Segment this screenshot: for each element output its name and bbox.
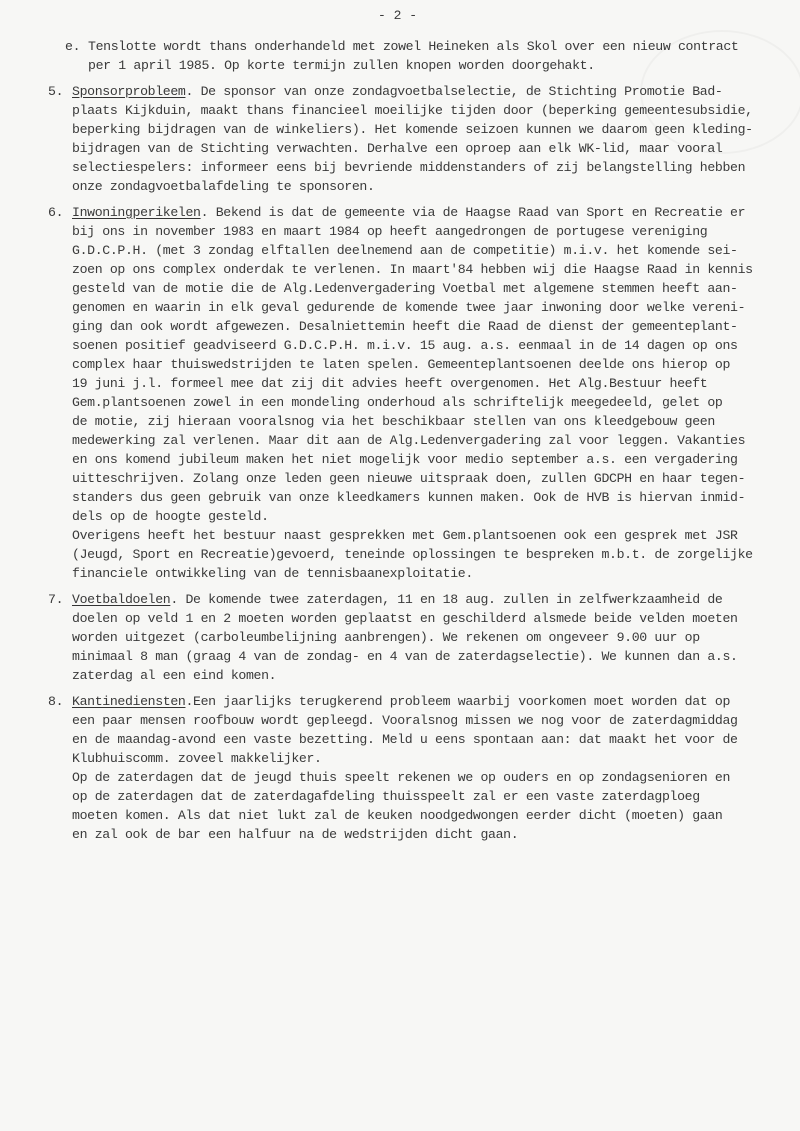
item-e-line: Tenslotte wordt thans onderhandeld met zowel Heineken als Skol over een nieuw contract (88, 39, 739, 54)
item-6-line: de motie, zij hieraan vooralsnog via het beschikbaar stellen van ons kleedgebouw geen (72, 414, 715, 429)
item-8-heading: Kantinediensten (72, 694, 186, 709)
item-8-line: Klubhuiscomm. zoveel makkelijker. (72, 751, 322, 766)
item-5-line: onze zondagvoetbalafdeling te sponsoren. (72, 179, 375, 194)
item-5-line: selectiespelers: informeer eens bij bevriende middenstanders of zij belangstelling hebben (72, 160, 746, 175)
item-8-line: en zal ook de bar een halfuur na de wedstrijden dicht gaan. (72, 827, 519, 842)
item-5-line: bijdragen van de Stichting verwachten. Derhalve een oproep aan elk WK-lid, maar vooral (72, 141, 723, 156)
item-e-marker: e. (65, 39, 81, 54)
item-6-line: ging dan ook wordt afgewezen. Desalniettemin heeft die Raad de dienst der gemeenteplant- (72, 319, 738, 334)
item-6-line: (Jeugd, Sport en Recreatie)gevoerd, teneinde oplossingen te bespreken m.b.t. de zorgelijke (72, 547, 753, 562)
item-7-line: doelen op veld 1 en 2 moeten worden geplaatst en geschilderd alsmede beide velden moeten (72, 611, 738, 626)
item-8-line: op de zaterdagen dat de zaterdagafdeling thuisspeelt zal er een vaste zaterdagploeg (72, 789, 700, 804)
item-6-line: financiele ontwikkeling van de tennisbaanexploitatie. (72, 566, 473, 581)
item-7-line: zaterdag al een eind komen. (72, 668, 277, 683)
item-8-first-line: Kantinediensten.Een jaarlijks terugkerend probleem waarbij voorkomen moet worden dat op (72, 694, 731, 709)
item-7-first-line: Voetbaldoelen. De komende twee zaterdagen, 11 en 18 aug. zullen in zelfwerkzaamheid de (72, 592, 723, 607)
item-6-line: 19 juni j.l. formeel mee dat zij dit advies heeft overgenomen. Het Alg.Bestuur heeft (72, 376, 708, 391)
item-6-first-line: Inwoningperikelen. Bekend is dat de gemeente via de Haagse Raad van Sport en Recreatie er (72, 205, 746, 220)
item-7-line: minimaal 8 man (graag 4 van de zondag- en 4 van de zaterdagselectie). We kunnen dan a.s. (72, 649, 738, 664)
item-6-line: genomen en waarin in elk geval gedurende de komende twee jaar inwoning door welke vereni- (72, 300, 746, 315)
item-6-line: zoen op ons complex onderdak te verlenen. In maart'84 hebben wij die Haagse Raad in kennis (72, 262, 753, 277)
item-6-line: bij ons in november 1983 en maart 1984 op heeft aangedrongen de portugese vereniging (72, 224, 708, 239)
item-6-line: gesteld van de motie die de Alg.Ledenvergadering Voetbal met algemene stemmen heeft aan- (72, 281, 738, 296)
item-6-line: standers dus geen gebruik van onze kleedkamers kunnen maken. Ook de HVB is hiervan inmid- (72, 490, 746, 505)
item-6-line: soenen positief geadviseerd G.D.C.P.H. m.i.v. 15 aug. a.s. eenmaal in de 14 dagen op ons (72, 338, 738, 353)
item-6-line: Gem.plantsoenen zowel in een mondeling onderhoud als schriftelijk meegedeeld, gelet op (72, 395, 723, 410)
item-e-line: per 1 april 1985. Op korte termijn zullen knopen worden doorgehakt. (88, 58, 595, 73)
item-5-line: beperking bijdragen van de winkeliers). Het komende seizoen kunnen we daarom geen kleding- (72, 122, 753, 137)
item-7-heading: Voetbaldoelen (72, 592, 171, 607)
item-8-line: Op de zaterdagen dat de jeugd thuis speelt rekenen we op ouders en op zondagsenioren en (72, 770, 731, 785)
item-5-heading: Sponsorprobleem (72, 84, 186, 99)
item-5-first-line: Sponsorprobleem. De sponsor van onze zondagvoetbalselectie, de Stichting Promotie Bad- (72, 84, 723, 99)
item-6-line: uitteschrijven. Zolang onze leden geen nieuwe uitspraak doen, zullen GDCPH en haar tegen- (72, 471, 746, 486)
item-6-heading: Inwoningperikelen (72, 205, 201, 220)
item-6-line: complex haar thuiswedstrijden te laten spelen. Gemeenteplantsoenen deelde ons hierop op (72, 357, 731, 372)
item-5-marker: 5. (48, 84, 64, 99)
item-6-line: medewerking zal verlenen. Maar dit aan de Alg.Ledenvergadering zal voor leggen. Vakanties (72, 433, 746, 448)
item-5-line: plaats Kijkduin, maakt thans financieel moeilijke tijden door (beperking gemeentesubsidie, (72, 103, 753, 118)
item-7-marker: 7. (48, 592, 64, 607)
item-6-line: dels op de hoogte gesteld. (72, 509, 269, 524)
item-6-line: Overigens heeft het bestuur naast gesprekken met Gem.plantsoenen ook een gesprek met JSR (72, 528, 738, 543)
item-8-line: moeten komen. Als dat niet lukt zal de keuken noodgedwongen eerder dicht (moeten) gaan (72, 808, 723, 823)
item-7-line: worden uitgezet (carboleumbelijning aanbrengen). We rekenen om ongeveer 9.00 uur op (72, 630, 700, 645)
item-8-line: een paar mensen roofbouw wordt gepleegd. Vooralsnog missen we nog voor de zaterdagmiddag (72, 713, 738, 728)
item-8-line: en de maandag-avond een vaste bezetting. Meld u eens spontaan aan: dat maakt het voor de (72, 732, 738, 747)
page-number: - 2 - (378, 8, 418, 23)
item-6-line: en ons komend jubileum maken het niet mogelijk voor medio september a.s. een vergadering (72, 452, 738, 467)
item-6-marker: 6. (48, 205, 64, 220)
item-6-line: G.D.C.P.H. (met 3 zondag elftallen deelnemend aan de competitie) m.i.v. het komende sei- (72, 243, 738, 258)
item-8-marker: 8. (48, 694, 64, 709)
